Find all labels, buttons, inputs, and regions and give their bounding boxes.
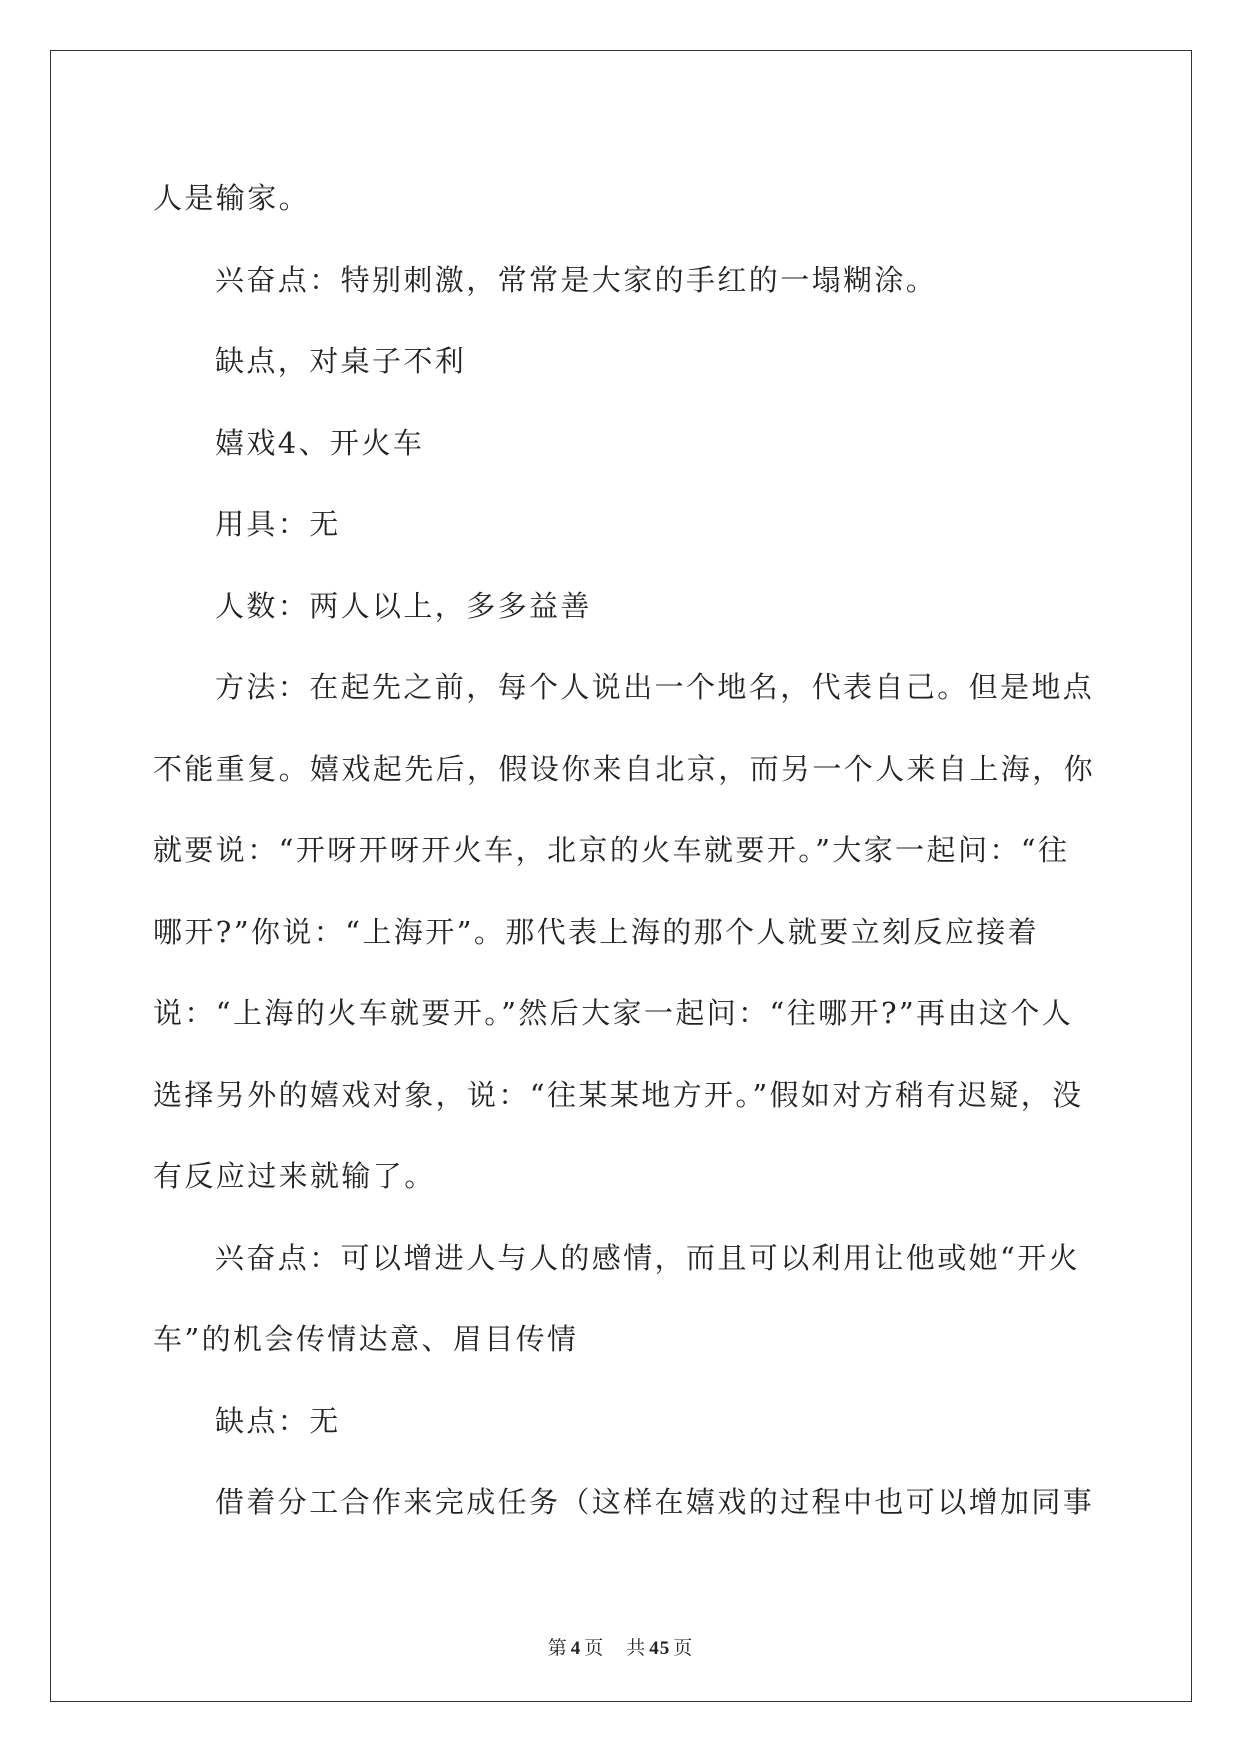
document-body	[153, 158, 1095, 1544]
footer-total-pages: 45	[649, 1638, 671, 1659]
paragraph-1: 人是输家。	[153, 181, 311, 215]
paragraph-7: 方法：在起先之前，每个人说出一个地名，代表自己。但是地点不能重复。嬉戏起先后，假设你来自北京，而另一个人来自上海，你就要说：“开呀开呀开火车，北京的火车就要开。”大家一起问：“往哪开?”你说：“上海开”。那代表上海的那个人就要立刻反应接着说：“上海的火车就要开。”然后大家一起问：“往哪开?”再由这个人选择另外的嬉戏对象，说：“往某某地方开。”假如对方稍有迟疑，没有反应过来就输了。	[153, 670, 1096, 1193]
paragraph-6: 人数：两人以上，多多益善	[215, 588, 592, 623]
footer-total-prefix: 共	[626, 1637, 647, 1659]
page-footer	[0, 1633, 1241, 1660]
paragraph-5: 用具：无	[215, 507, 341, 541]
paragraph-2: 兴奋点：特别刺激，常常是大家的手红的一塌糊涂。	[215, 262, 938, 297]
paragraph-8: 兴奋点：可以增进人与人的感情，而且可以利用让他或她“开火车”的机会传情达意、眉目传情	[153, 1240, 1081, 1356]
paragraph-3: 缺点，对桌子不利	[215, 344, 467, 378]
paragraph-10: 借着分工合作来完成任务（这样在嬉戏的过程中也可以增加同事	[215, 1485, 1095, 1519]
footer-page-number: 4	[570, 1638, 582, 1659]
footer-total-suffix: 页	[673, 1637, 694, 1659]
footer-prefix: 第	[547, 1637, 568, 1659]
paragraph-4: 嬉戏4、开火车	[215, 425, 425, 460]
paragraph-9: 缺点：无	[215, 1403, 341, 1438]
footer-page-suffix: 页	[584, 1637, 605, 1659]
